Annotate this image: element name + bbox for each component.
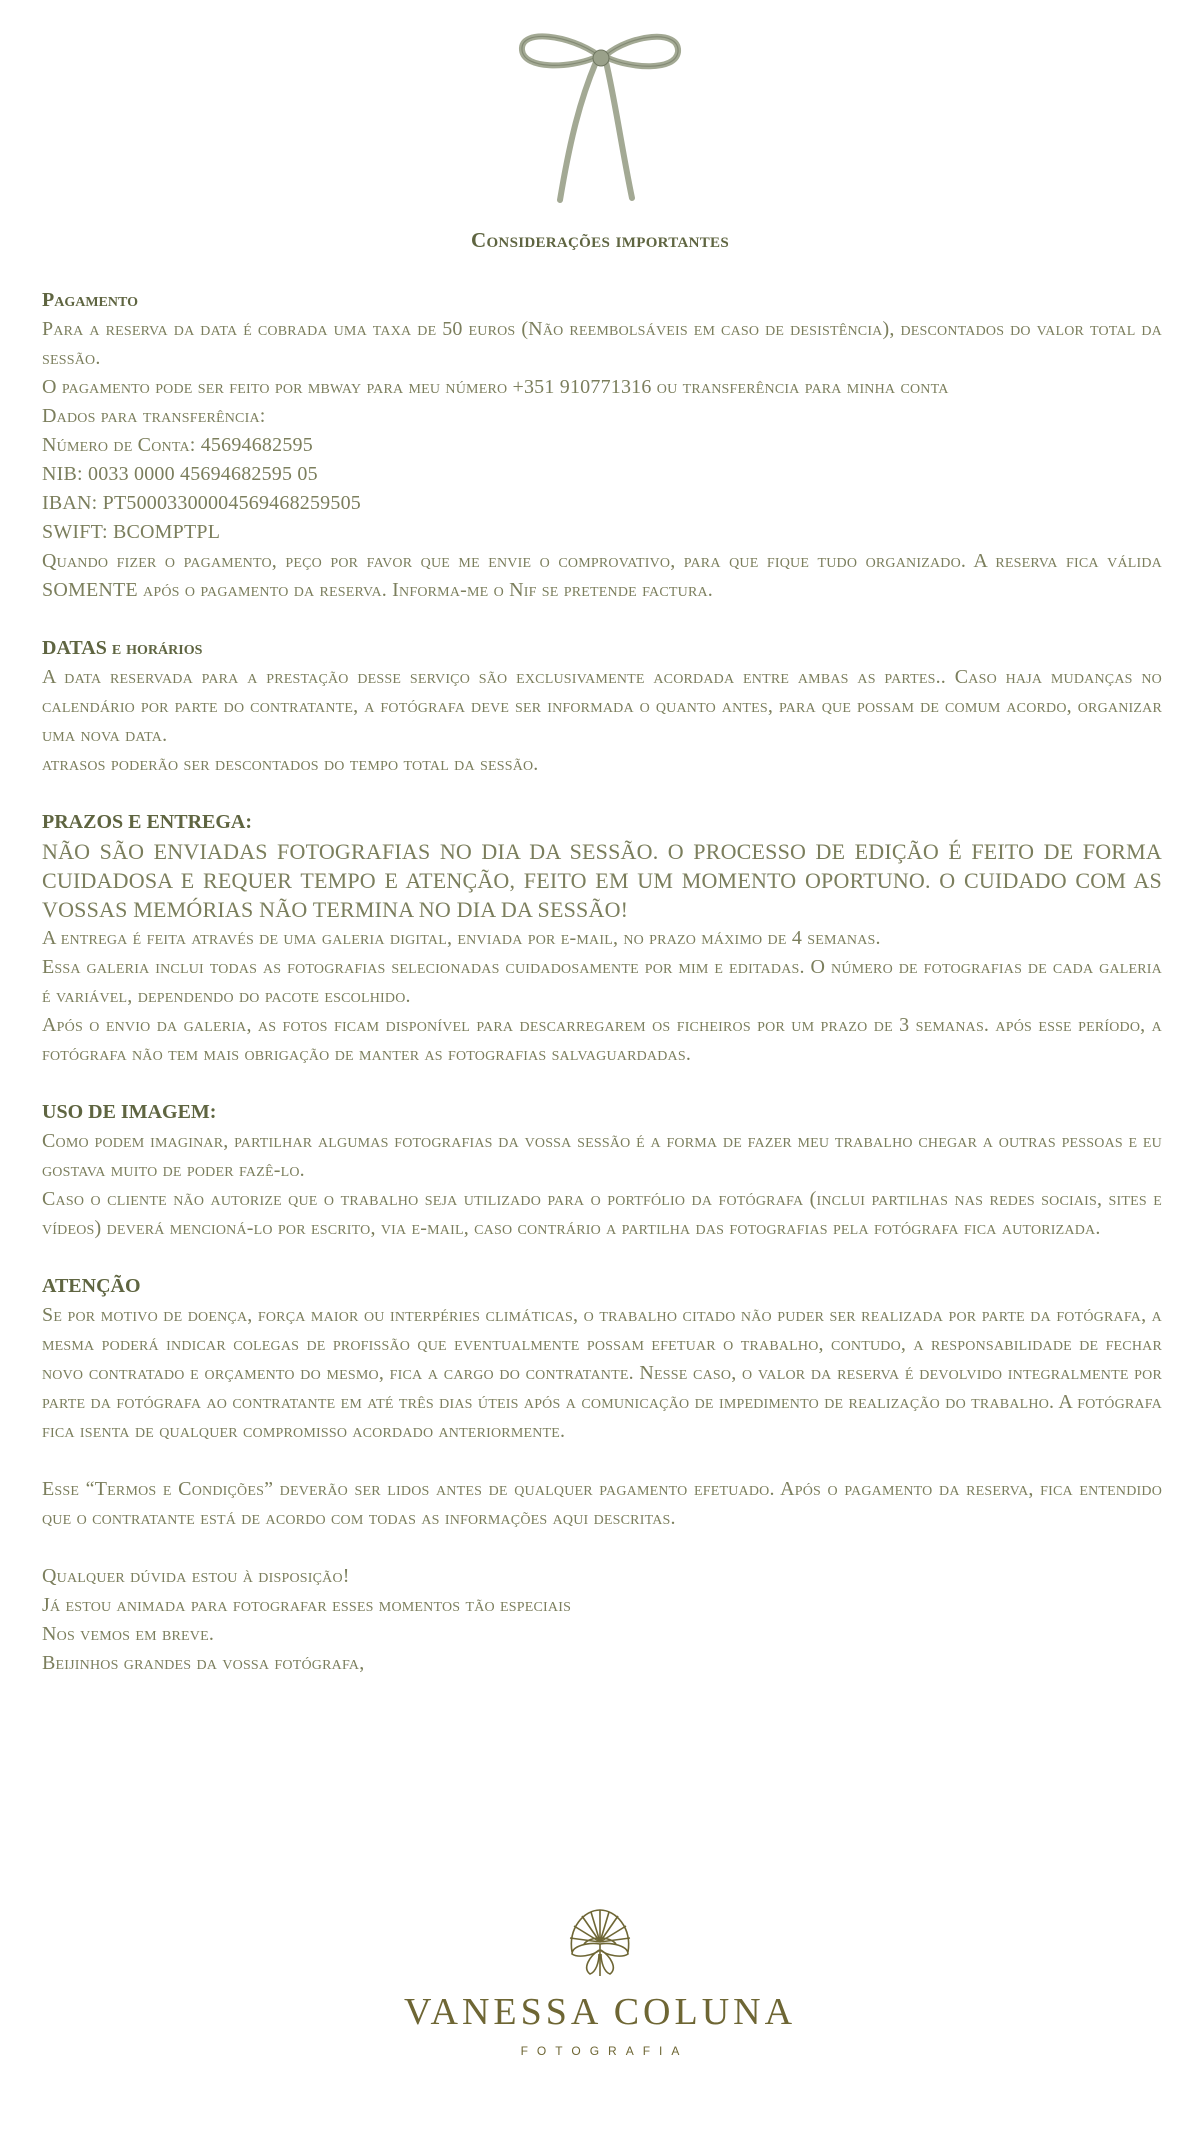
paragraph: Caso o cliente não autorize que o trabalho seja utilizado para o portfólio da fotógrafa (inclui partilhas nas redes sociais, sites e vídeos) deverá mencioná-lo por escrito, via e-mail, caso contrário a partilha das fotografias pela fotógrafa fica autorizada.: [42, 1188, 1162, 1239]
section-heading: USO DE IMAGEM:: [42, 1101, 217, 1123]
closing-line: Beijinhos grandes da vossa fotógrafa,: [42, 1652, 365, 1674]
shell-butterfly-logo-icon: [566, 1908, 634, 1982]
brand-name: VANESSA COLUNA: [403, 1991, 797, 2033]
paragraph: O pagamento pode ser feito por mbway para meu número +351 910771316 ou transferência para minha conta: [42, 376, 949, 398]
paragraph: A entrega é feita através de uma galeria digital, enviada por e-mail, no prazo máximo de 4 semanas.: [42, 927, 881, 949]
paragraph: NÃO SÃO ENVIADAS FOTOGRAFIAS NO DIA DA SESSÃO. O PROCESSO DE EDIÇÃO É FEITO DE FORMA CUIDADOSA E REQUER TEMPO E ATENÇÃO, FEITO EM UM MOMENTO OPORTUNO. O CUIDADO COM AS VOSSAS MEMÓRIAS NÃO TERMINA NO DIA DA SESSÃO!: [42, 839, 1162, 922]
paragraph: atrasos poderão ser descontados do tempo total da sessão.: [42, 753, 539, 775]
paragraph: Como podem imaginar, partilhar algumas fotografias da vossa sessão é a forma de fazer meu trabalho chegar a outras pessoas e eu gostava muito de poder fazê-lo.: [42, 1130, 1162, 1181]
section-prazos: [42, 808, 1162, 1069]
page-title: Considerações importantes: [471, 228, 729, 252]
iban: IBAN: PT50003300004569468259505: [42, 492, 361, 514]
section-heading: Pagamento: [42, 289, 138, 311]
section-heading: ATENÇÃO: [42, 1275, 141, 1297]
nib: NIB: 0033 0000 45694682595 05: [42, 463, 318, 485]
section-datas: [42, 634, 1162, 779]
paragraph: A data reservada para a prestação desse serviço são exclusivamente acordada entre ambas as partes.. Caso haja mudanças no calendário por parte do contratante, a fotógrafa deve ser informada o quanto antes, para que possam de comum acordo, organizar uma nova data.: [42, 666, 1162, 746]
section-fecho: [42, 1562, 1162, 1678]
paragraph: Esse “Termos e Condições” deverão ser lidos antes de qualquer pagamento efetuado. Após o pagamento da reserva, fica entendido que o contratante está de acordo com todas as informações aqui descritas.: [42, 1478, 1162, 1529]
brand-subtitle: FOTOGRAFIA: [520, 2044, 689, 2058]
document-body: [42, 286, 1162, 1707]
closing-line: Qualquer dúvida estou à disposição!: [42, 1565, 350, 1587]
bow-ribbon-icon: [510, 30, 690, 210]
paragraph: Quando fizer o pagamento, peço por favor que me envie o comprovativo, para que fique tudo organizado. A reserva fica válida SOMENTE após o pagamento da reserva. Informa-me o Nif se pretende factura.: [42, 550, 1162, 601]
paragraph: Para a reserva da data é cobrada uma taxa de 50 euros (Não reembolsáveis em caso de desistência), descontados do valor total da sessão.: [42, 318, 1162, 369]
paragraph: Se por motivo de doença, força maior ou interpéries climáticas, o trabalho citado não puder ser realizada por parte da fotógrafa, a mesma poderá indicar colegas de profissão que eventualmente possam efetuar o trabalho, contudo, a responsabilidade de fechar novo contratado e orçamento do mesmo, fica a cargo do contratante. Nesse caso, o valor da reserva é devolvido integralmente por parte da fotógrafa ao contratante em até três dias úteis após a comunicação de impedimento de realização do trabalho. A fotógrafa fica isenta de qualquer compromisso acordado anteriormente.: [42, 1304, 1162, 1442]
section-heading: PRAZOS E ENTREGA:: [42, 811, 253, 833]
section-heading: DATAS e horários: [42, 637, 203, 659]
swift: SWIFT: BCOMPTPL: [42, 521, 221, 543]
paragraph: Dados para transferência:: [42, 405, 266, 427]
section-uso-imagem: [42, 1098, 1162, 1243]
closing-line: Nos vemos em breve.: [42, 1623, 215, 1645]
closing-line: Já estou animada para fotografar esses momentos tão especiais: [42, 1594, 572, 1616]
section-termos: [42, 1475, 1162, 1533]
section-atencao: [42, 1272, 1162, 1446]
brand-logo: [0, 1908, 1200, 2058]
paragraph: Após o envio da galeria, as fotos ficam disponível para descarregarem os ficheiros por um prazo de 3 semanas. após esse período, a fotógrafa não tem mais obrigação de manter as fotografias salvaguardadas.: [42, 1014, 1162, 1065]
account-number: Número de Conta: 45694682595: [42, 434, 313, 456]
paragraph: Essa galeria inclui todas as fotografias selecionadas cuidadosamente por mim e editadas. O número de fotografias de cada galeria é variável, dependendo do pacote escolhido.: [42, 956, 1162, 1007]
section-pagamento: [42, 286, 1162, 605]
